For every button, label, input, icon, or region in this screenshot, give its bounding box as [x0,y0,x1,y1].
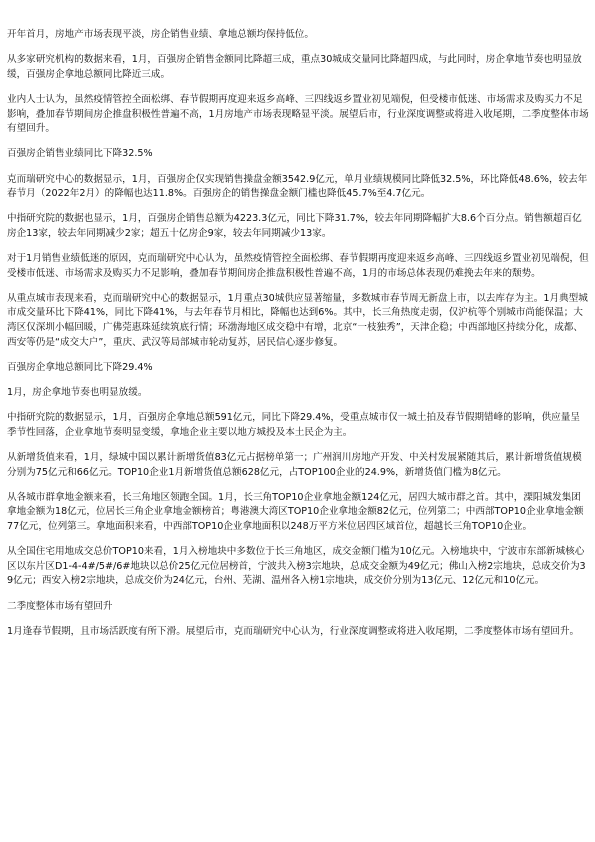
section-heading-sales: 百强房企销售业绩同比下降32.5% [7,148,153,160]
paragraph-intro: 开年首月，房地产市场表现平淡，房企销售业绩、拿地总额均保持低位。 [7,29,314,40]
paragraph-sales-reasons: 对于1月销售业绩低迷的原因，克而瑞研究中心认为，虽然疫情管控全面松绑、春节假期再度迎来返乡高峰、三四线返乡置业初见端倪，但受楼市低迷、市场需求及购买力不足影响，叠加春节期间房企推盘积极性普遍不高，1月的市场总体表现仍难挽去年来的颓势。 [7,253,589,279]
paragraph-industry-view: 业内人士认为，虽然疫情管控全面松绑、春节假期再度迎来返乡高峰、三四线返乡置业初见端倪，但受楼市低迷、市场需求及购买力不足影响，叠加春节期间房企推盘积极性普遍不高，1月房地产市场表现略显平淡。展望后市，行业深度调整或将进入收尾期，二季度整体市场有望回升。 [7,93,589,135]
paragraph-top10-land: 从全国住宅用地成交总价TOP10来看，1月入榜地块中多数位于长三角地区，成交金额门槛为10亿元。入榜地块中，宁波市东部新城核心区以东片区D1-4-4#/5#/6#地块以总价25亿元位居榜首，宁波共入榜3宗地块，总成交金额为49亿元；佛山入榜2宗地块，总成交价为39亿元；西安入榜2宗地块，总成交价为24亿元，台州、芜湖、温州各入榜1宗地块，成交价分别为13亿元、12亿元和10亿元。 [7,546,586,587]
paragraph-overview: 从多家研究机构的数据来看，1月，百强房企销售金额同比降超三成，重点30城成交量同比降超四成，与此同时，房企拿地节奏也明显放缓，百强房企拿地总额同比降近三成。 [7,54,582,80]
paragraph-new-value: 从新增货值来看，1月，绿城中国以累计新增货值83亿元占据榜单第一；广州润川房地产开发、中关村发展紧随其后，累计新增货值规模分别为75亿元和66亿元。TOP10企业1月新增货值总额628亿元，占TOP100企业的24.9%，新增货值门槛为8亿元。 [7,452,582,478]
paragraph-land-total: 中指研究院的数据显示，1月，百强房企拿地总额591亿元，同比下降29.4%，受重点城市仅一城土拍及春节假期错峰的影响，供应量呈季节性回落，企业拿地节奏明显变缓，拿地企业主要以地方城投及本土民企为主。 [7,412,580,438]
paragraph-city-clusters: 从各城市群拿地金额来看，长三角地区领跑全国。1月，长三角TOP10企业拿地金额124亿元，居四大城市群之首。其中，溧阳城发集团拿地金额为18亿元，位居长三角企业拿地金额榜首；粤港澳大湾区TOP10企业拿地金额82亿元，位列第二；中西部TOP10企业拿地金额77亿元，位列第三。拿地面积来看，中西部TOP10企业拿地面积以248万平方米位居四区域首位，超越长三角TOP10企业。 [7,491,584,532]
section-heading-outlook: 二季度整体市场有望回升 [7,600,113,612]
paragraph-cric-sales: 克而瑞研究中心的数据显示，1月，百强房企仅实现销售操盘金额3542.9亿元，单月业绩规模同比降低32.5%，环比降低48.6%，较去年春节月（2022年2月）的降幅也达11.8%。百强房企的销售操盘金额门槛也降低45.7%至4.7亿元。 [7,173,588,200]
paragraph-key-cities: 从重点城市表现来看，克而瑞研究中心的数据显示，1月重点30城供应显著缩量，多数城市春节周无新盘上市，以去库存为主。1月典型城市成交量环比下降41%，同比下降41%，与去年春节月相比，降幅也达到6%。其中，长三角热度走弱，仅沪杭等个别城市尚能保温；大湾区仅深圳小幅回暖，广佛莞惠珠延续筑底行情；环渤海地区成交稳中有增，北京“一枝独秀”，天津企稳；中西部地区持续分化，成都、西安等仍是“成交大户”，重庆、武汉等局部城市轮动复苏，居民信心逐步修复。 [7,292,588,348]
paragraph-land-slowdown: 1月，房企拿地节奏也明显放缓。 [7,387,148,399]
section-heading-land: 百强房企拿地总额同比下降29.4% [7,361,153,373]
article-body [7,28,589,650]
paragraph-outlook: 1月逢春节假期，且市场活跃度有所下滑。展望后市，克而瑞研究中心认为，行业深度调整或将进入收尾期，二季度整体市场有望回升。 [7,625,580,637]
paragraph-zhongzhi-sales: 中指研究院的数据也显示，1月，百强房企销售总额为4223.3亿元，同比下降31.7%，较去年同期降幅扩大8.6个百分点。销售额超百亿房企13家，较去年同期减少2家；超五十亿房企9家，较去年同期减少13家。 [7,213,582,239]
